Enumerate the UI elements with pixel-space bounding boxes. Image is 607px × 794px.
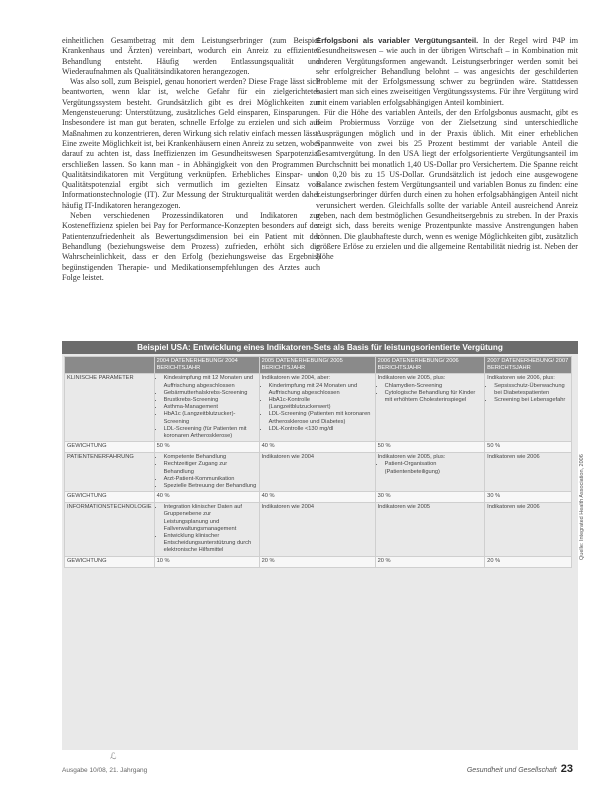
page-footer [467,763,573,775]
weight-cell: 30 % [485,492,572,503]
indicator-item: • HbA1c (Langzeitblutzucker)-Screening [164,411,257,425]
table-row [65,453,572,492]
indicator-item: • LDL-Screening (für Patienten mit koronaren Artherosklerose) [164,426,257,440]
table-header: 2007 DATENERHEBUNG/ 2007 BERICHTSJAHR [485,357,572,374]
indicator-item: • Screening bei Lebensgefahr [494,397,569,404]
indicator-cell [485,503,572,556]
paragraph: Was also soll, zum Beispiel, genau honoriert werden? Diese Frage lässt sich beantworten, wenn klar ist, welche Gefahr für ein zielgerichtetes Vergütungssystem besteht. Grundsätzlich gibt es drei Möglichkeiten zur Mengensteuerung: Unterstützung, zusätzliches Geld einsparen, Einsparungen. Insbesondere ist man gut beraten, schnelle Erfolge zu erzielen und sich auf Maßnahmen zu konzentrieren, deren Wirkung sich relativ einfach messen lässt. Eine zweite Möglichkeit ist, bei Krankenhäusern einen Anreiz zu setzen, wobei darauf zu achten ist, dass Ineffizienzen im Gesundheitswesen Sparpotenzial erschließen lassen. So kann man - in Abhängigkeit von den Programmen - Qualitätsindikatoren mit Vergütung verknüpfen. Erhebliches Einspar- und Qualitätspotenzial ergibt sich vermutlich im gezielten Einsatz von Informationstechnologie (IT). Zur Messung der Strukturqualität werden daher häufig IT-Indikatoren herangezogen. [62,77,320,210]
row-label: GEWICHTUNG [65,556,155,567]
indicator-cell [259,374,375,442]
right-text-column [316,36,578,263]
row-label: PATIENTENERFAHRUNG [65,453,155,492]
cell-intro: Indikatoren wie 2006 [487,454,540,461]
indicator-list [262,383,373,433]
weight-cell: 50 % [154,442,259,453]
weight-cell: 30 % [375,492,485,503]
table-row [65,556,572,567]
indicator-list [378,383,483,405]
indicator-item: • Gebärmutterhalskrebs-Screening [164,390,257,397]
table-row [65,442,572,453]
weight-cell: 40 % [259,492,375,503]
paragraph-text: In der Regel wird P4P im Gesundheitswesen – wie auch in der übrigen Wirtschaft – in Kombination mit anderen Vergütungsformen angewandt. Leistungserbringer werden somit bei sehr erfolgreicher Behandlung belohnt – was angesichts der geschilderten Probleme mit der Erfolgsmessung schwer zu begründen wäre. Stattdessen basiert man sich eines zweiseitigen Vergütungssystems. Für ihre Vergütung wird mit einem variablen erfolgsabhängigen Anteil kombiniert. [316,36,578,107]
info-box-title: Beispiel USA: Entwicklung eines Indikatoren-Sets als Basis für leistungsorientierte Vergütung [62,341,578,354]
indicator-cell [154,374,259,442]
indicator-item: • Patient-Organisation (Patientenbeteiligung) [385,461,483,475]
weight-cell: 40 % [154,492,259,503]
signature-mark: ℒ [110,751,117,761]
table-header [65,357,155,374]
indicator-cell [154,503,259,556]
table-header: 2005 DATENERHEBUNG/ 2005 BERICHTSJAHR [259,357,375,374]
cell-intro: Indikatoren wie 2006 [487,504,540,511]
indicator-item: • Kindesimpfung mit 12 Monaten und Auffrischung abgeschlossen [164,375,257,389]
left-text-column [62,36,320,283]
indicator-cell [259,503,375,556]
cell-intro: Indikatoren wie 2004 [261,454,315,461]
paragraph [316,36,578,108]
indicator-item: • HbA1c-Kontrolle (Langzeitblutzuckerwert) [269,397,373,411]
row-label: GEWICHTUNG [65,442,155,453]
source-note: Quelle: Integrated Health Association, 2006 [579,454,585,560]
indicator-cell [375,374,485,442]
indicator-item: • Brustkrebs-Screening [164,397,257,404]
indicator-item: • LDL-Screening (Patienten mit koronaren Artherosklerose und Diabetes) [269,411,373,425]
magazine-title: Gesundheit und Gesellschaft [466,767,557,774]
cell-intro: Indikatoren wie 2005, plus: [377,454,446,461]
indicator-item: • Spezielle Betreuung der Behandlung [164,483,257,490]
indicator-item: • Kompetente Behandlung [164,454,257,461]
weight-cell: 20 % [485,556,572,567]
indicator-item: • Integration klinischer Daten auf Gruppenebene zur Leistungsplanung und Fallverwaltungsmanagement [164,504,257,533]
cell-intro: Indikatoren wie 2004 [261,504,315,511]
indicator-item: • Sepsisschutz-Überwachung bei Diabetespatienten [494,383,569,397]
weight-cell: 20 % [375,556,485,567]
row-label: KLINISCHE PARAMETER [65,374,155,442]
indicator-item: • LDL-Kontrolle <130 mg/dl [269,426,373,433]
cell-intro: Indikatoren wie 2005 [377,504,431,511]
paragraph: Für die Höhe des variablen Anteils, der den Erfolgsbonus ausmacht, gibt es beim Probiermuss Vorzüge von der Zielsetzung sind unterschiedliche Ausprägungen möglich und in der Praxis üblich. Mit einer erheblichen Spannweite von zwei bis 25 Prozent bestimmt der variable Anteil die Gesamtvergütung. In den USA liegt der erfolgsorientierte Vergütungsanteil im Durchschnitt bei monatlich 1,40 US-Dollar pro Versichertem. Die Spanne reicht von 0,20 bis zu 15 US-Dollar. Grundsätzlich ist jedoch eine ausgewogene Balance zwischen festem Vergütungsanteil und variablen Bonus zu finden: eine Leistungserbringer dürfen durch einen zu hohen erfolgsabhängigen Anteil nicht verunsichert werden. Gleichfalls sollte der variable Anteil ausreichend Anreiz geben, nach dem bestmöglichen Gesundheitsergebnis zu streben. In der Praxis zeigt sich, dass bereits wenige Prozentpunkte massive Anstrengungen haben können. Die glaubhafteste durch, wenn es wenige Möglichkeiten gibt, zusätzlich größere Erlöse zu erzielen und die allgemeine Rentabilität niedrig ist. Neben der Höhe [316,108,578,262]
paragraph: Neben verschiedenen Prozessindikatoren und Indikatoren zur Kosteneffizienz spielen bei Pay for Performance-Konzepten besonders auf der Patientenzufriedenheit als Bewertungsdimension bei ein Patient mit der Behandlung (beziehungsweise dem Prozess) zufrieden, erhöht sich die Wahrscheinlichkeit, dass er den Erfolg (beziehungsweise das Ergebnis) begünstigenden Therapie- und Medikationsempfehlungen des Arztes auch Folge leistet. [62,211,320,282]
weight-cell: 10 % [154,556,259,567]
indicator-table [64,356,572,568]
indicator-item: • Asthma-Management [164,404,257,411]
table-header: 2004 DATENERHEBUNG/ 2004 BERICHTSJAHR [154,357,259,374]
weight-cell: 50 % [485,442,572,453]
indicator-cell [485,453,572,492]
weight-cell: 50 % [375,442,485,453]
indicator-item: • Chlamydien-Screening [385,383,483,390]
indicator-list [378,461,483,475]
cell-intro: Indikatoren wie 2004, aber: [261,375,331,382]
table-body [65,374,572,567]
table-row [65,492,572,503]
table-header: 2006 DATENERHEBUNG/ 2006 BERICHTSJAHR [375,357,485,374]
cell-intro: Indikatoren wie 2006, plus: [487,375,555,382]
cell-intro: Indikatoren wie 2005, plus: [377,375,446,382]
indicator-list [157,375,257,440]
row-label: GEWICHTUNG [65,492,155,503]
page-number: 23 [560,763,573,775]
paragraph: einheitlichen Gesamtbetrag mit dem Leistungserbringer (zum Beispiel Krankenhaus und Ärzten) vereinbart, wodurch ein Anreiz zu effizienter Behandlung entsteht. Häufig werden Entlassungsqualität und Wiederaufnahmen als Qualitätsindikatoren herangezogen. [62,36,320,76]
section-heading: Erfolgsboni als variabler Vergütungsanteil. [316,36,479,45]
weight-cell: 20 % [259,556,375,567]
indicator-list [157,454,257,490]
indicator-item: • Kinderimpfung mit 24 Monaten und Auffrischung abgeschlossen [269,383,373,397]
indicator-cell [375,453,485,492]
issue-info: Ausgabe 10/08, 21. Jahrgang [62,767,148,774]
indicator-cell [375,503,485,556]
indicator-item: • Rechtzeitiger Zugang zur Behandlung [164,461,257,475]
table-header-row [65,357,572,374]
indicator-list [157,504,257,554]
indicator-cell [154,453,259,492]
weight-cell: 40 % [259,442,375,453]
indicator-cell [485,374,572,442]
indicator-cell [259,453,375,492]
indicator-item: • Arzt-Patient-Kommunikation [164,476,257,483]
table-row [65,503,572,556]
row-label: INFORMATIONSTECHNOLOGIE [65,503,155,556]
table-row [65,374,572,442]
indicator-item: • Entwicklung klinischer Entscheidungsunterstützung durch elektronische Hilfsmittel [164,533,257,555]
indicator-list [487,383,569,405]
indicator-item: • Cytologische Behandlung für Kinder mit erhöhtem Cholesterinspiegel [385,390,483,404]
